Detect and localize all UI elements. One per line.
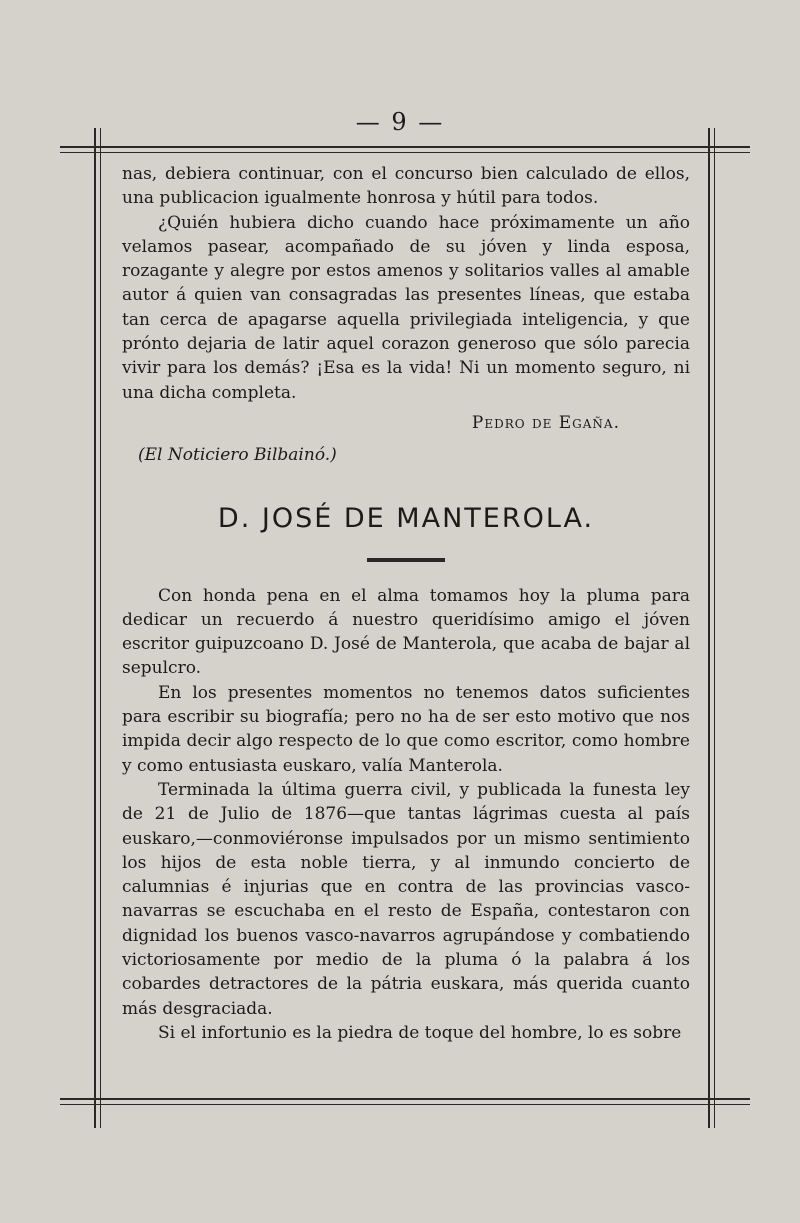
opening-paragraph: nas, debiera continuar, con el concurso bien calculado de ellos, una publicacion igualmente honrosa y hútil para todos. <box>122 164 690 209</box>
source-citation: (El Noticiero Bilbainó.) <box>138 445 337 466</box>
frame-left-rule-inner <box>100 128 101 1128</box>
frame-bottom-rule-inner <box>60 1104 750 1105</box>
frame-right-rule-inner <box>714 128 715 1128</box>
second-paragraph: ¿Quién hubiera dicho cuando hace próximamente un año velamos pasear, acompañado de su jóven y linda esposa, rozagante y alegre por estos amenos y solitarios valles al amable autor á quien van consagradas las presentes líneas, que estaba tan cerca de apagarse aquella privilegiada inteligencia, y que prónto dejaria de latir aquel corazon generoso que sólo parecia vivir para los demás? ¡Esa es la vida! Ni un momento seguro, ni una dicha completa. <box>122 212 690 403</box>
frame-top-rule <box>60 146 750 148</box>
frame-bottom-rule <box>60 1098 750 1100</box>
text-block <box>122 162 690 1045</box>
frame-left-rule <box>94 128 96 1128</box>
heading-rule <box>367 558 445 562</box>
section-heading: D. JOSÉ DE MANTEROLA. <box>217 502 595 534</box>
signature: Pedro de Egaña. <box>471 412 620 433</box>
paragraph: Si el infortunio es la piedra de toque del hombre, lo es sobre <box>158 1022 682 1043</box>
paragraph: Terminada la última guerra civil, y publicada la funesta ley de 21 de Julio de 1876—que tantas lágrimas cuesta al país euskaro,—conmoviéronse impulsados por un mismo sentimiento los hijos de esta noble tierra, y al inmundo concierto de calumnias é injurias que en contra de las provincias vasco-navarras se escuchaba en el resto de España, contestaron con dignidad los buenos vasco-navarros agrupándose y combatiendo victoriosamente por medio de la pluma ó la palabra á los cobardes detractores de la pátria euskara, más querida cuanto más desgraciada. <box>122 779 690 1019</box>
paragraph: En los presentes momentos no tenemos datos suficientes para escribir su biografía; pero no ha de ser esto motivo que nos impida decir algo respecto de lo que como escritor, como hombre y como entusiasta euskaro, valía Manterola. <box>122 682 690 776</box>
page-number: — 9 — <box>355 108 445 136</box>
frame-top-rule-inner <box>60 152 750 153</box>
paragraph: Con honda pena en el alma tomamos hoy la pluma para dedicar un recuerdo á nuestro queridísimo amigo el jóven escritor guipuzcoano D. José de Manterola, que acaba de bajar al sepulcro. <box>122 585 690 679</box>
frame-right-rule <box>708 128 710 1128</box>
